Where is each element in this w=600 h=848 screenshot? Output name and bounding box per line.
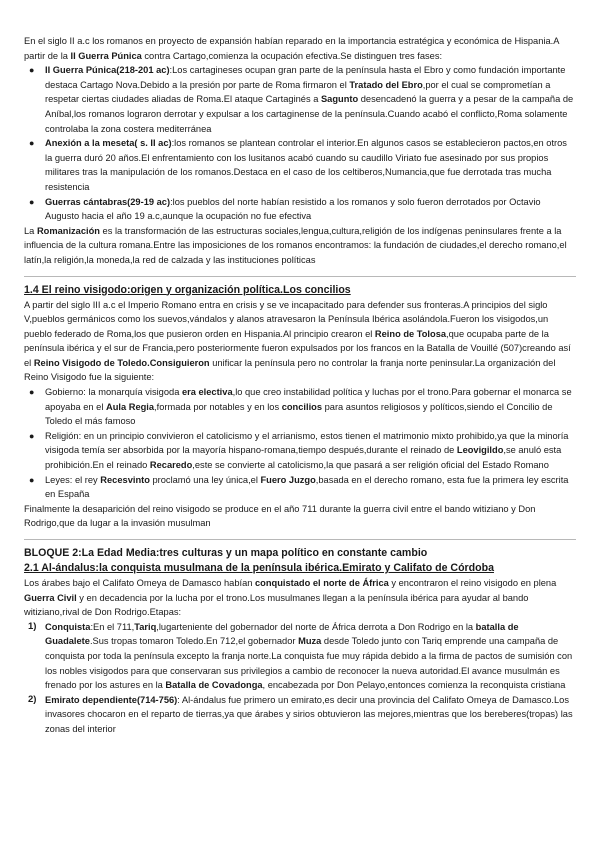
bold-term: concilios <box>281 401 323 412</box>
text-run: ,lo que creo instabilidad política y luchas por el trono.Para gobernar el monarca se apoyaba en el <box>45 387 572 412</box>
section-divider <box>24 539 576 540</box>
bold-term: Muza <box>298 636 322 647</box>
intro-text: En el siglo II a.c los romanos en proyecto de expansión habían reparado en la importancia estratégica y económica de Hispania.A partir de la <box>24 36 559 61</box>
bloque2-heading: BLOQUE 2:La Edad Media:tres culturas y un mapa político en constante cambio <box>24 547 428 559</box>
visigodo-closing: Finalmente la desaparición del reino visigodo se produce en el año 711 durante la guerra civil entre el bando witiziano y Don Rodrigo,que da lugar a la invasión musulman <box>24 503 536 529</box>
text-run: proclamó una ley única,el <box>149 474 261 485</box>
bloque2-subheading: 2.1 Al-ándalus:la conquista musulmana de la península ibérica.Emirato y Califato de Córdoba <box>24 562 494 574</box>
text-run: ,que ocupaba parte de la península ibérica y el sur de Francia,pero posteriormente fueron expulsados por los francos en la Batalla de Vouillé (507)creando así el <box>24 328 571 368</box>
fase-text <box>45 65 573 133</box>
fase-item <box>24 136 576 194</box>
text-run: : Al-ándalus fue primero un emirato,es decir una provincia del Califato Omeya de Damasco.Los invasores chocaron en el reparto de tierras,ya que árabes y sirios obtuvieron las mejores,mientras que los bereberes(tropas) las zonas del interior <box>45 694 573 734</box>
visigodo-item-gobierno <box>24 385 576 429</box>
bold-term: Tratado del Ebro <box>349 79 423 90</box>
bold-term: Recesvinto <box>100 474 150 485</box>
text-run: ,basada en el derecho romano, esta fue la primera ley escrita en España <box>45 474 569 500</box>
visigodo-intro <box>24 298 576 386</box>
bold-term: era electiva <box>181 387 233 398</box>
section-divider <box>24 276 576 277</box>
text-run: :Los cartagineses ocupan gran parte de la península hasta el Ebro y como fundación importante destaca Cartago Nova.Debido a la presión por parte de Roma firmaron el <box>45 65 566 90</box>
visigodo-item-text <box>45 475 568 500</box>
bold-term: Fuero Juzgo <box>260 474 316 485</box>
text-run: ,este se convierte al catolicismo,la que pasará a ser religión oficial del Estado Romano <box>192 460 549 471</box>
bold-term: Sagunto <box>320 94 359 105</box>
romanizacion-term: Romanización <box>36 225 100 236</box>
bold-term: Leovigildo <box>456 445 504 456</box>
bloque2-intro-text <box>24 578 556 617</box>
bold-term: Tariq <box>134 621 157 632</box>
bold-term: Conquista <box>45 621 91 632</box>
romanizacion-lead: La <box>24 225 37 236</box>
romanizacion-paragraph <box>24 224 576 268</box>
bullet-icon: ● <box>29 138 35 149</box>
fases-list <box>24 63 576 224</box>
text-run: A partir del siglo III a.c el Imperio Romano entra en crisis y se ve incapacitado para defender sus fronteras.A principios del siglo V,pueblos germánicos como los suevos,vándalos y alanos atravesaron la Península Ibérica asolándola.Fueron los visigodos,un pueblo federado de Roma,los que pusieron orden en Hispania.Al principio crearon el <box>24 299 549 339</box>
bold-term: Consiguieron <box>149 357 210 368</box>
bold-term: Emirato dependiente(714-756) <box>45 694 178 705</box>
text-run: Religión: en un principio convivieron el catolicismo y el arrianismo, estos tienen el matrimonio mixto prohibido,ya que la minoría visigoda temía ser absorbida por la mayoría hispano-romana,tiempo después,durante el reinado de <box>45 430 569 456</box>
text-run: :los romanos se plantean controlar el interior.En algunos casos se establecieron pactos,en otros la guerra duró 20 años.El enfrentamiento con los lusitanos acabó cuando su caudillo Viriato fue asesinado por sus propios militares tras la manipulación de los romanos.Destaca en el caso de los celtiberos,Numancia,que fue derrotada tras mucha resistencia <box>45 138 567 192</box>
text-run: .Sus tropas tomaron Toledo.En 712,el gobernador <box>89 636 299 647</box>
text-run: unificar la península pero no controlar la franja norte peninsular.La organización del Reino Visigodo fue la siguiente: <box>24 357 556 383</box>
etapas-list <box>24 620 576 737</box>
bold-term: Guerra Civil <box>24 592 77 603</box>
text-run: para asuntos religiosos y políticos,siendo el Concilio de Toledo el más famoso <box>45 401 553 427</box>
bold-term: Reino de Tolosa <box>374 328 447 339</box>
etapa-item <box>24 620 576 693</box>
bold-term: conquistado el norte de África <box>255 578 389 588</box>
text-run: desencadenó la guerra y a pesar de la campaña de Aníbal,los romanos lograron derrotar y expulsar a los cartaginense de la península.Cuando acabó el conflicto,Roma solamente controlaba la zona costera mediterránea <box>45 94 574 134</box>
visigodo-list <box>24 385 576 502</box>
visigodo-item-leyes <box>24 473 576 502</box>
text-run: y en decadencia por la lucha por el trono.Los musulmanes llegan a la península ibérica para ayudar al bando witiziano,rival de Don Rodrigo.Etapas: <box>24 592 529 618</box>
visigodo-item-text <box>45 431 568 470</box>
visigodo-intro-text <box>24 300 571 383</box>
fase-item <box>24 63 576 136</box>
fase-title: II Guerra Púnica(218-201 ac) <box>45 65 170 76</box>
etapa-text <box>45 622 572 690</box>
fase-title: Guerras cántabras(29-19 ac) <box>45 196 171 207</box>
etapa-item <box>24 693 576 737</box>
visigodo-heading: 1.4 El reino visigodo:origen y organización política.Los concilios <box>24 283 351 296</box>
bold-term: batalla de Guadalete <box>45 621 519 647</box>
text-run: desde Toledo junto con Tariq emprende una campaña de conquista por toda la península excepto la franja norte.La conquista fue muy rápida debido a la firma de pactos de sumisión con los nobles visigodos para que conservaran sus privilegios a cambio de reconocer la nueva autoridad.El avance musulmán es frenado por los astures en la <box>45 636 573 691</box>
intro-paragraph <box>24 34 576 63</box>
document-page <box>24 34 576 737</box>
text-run: :los pueblos del norte habían resistido a los romanos y solo fueron derrotados por Octavio Augusto hacia el año 19 a.c,aunque la ocupación no fue efectiva <box>45 196 541 222</box>
visigodo-item-religion <box>24 429 576 473</box>
bold-term: Recaredo <box>149 460 193 471</box>
text-run: ,se anuló esta prohibición.En el reinado <box>45 445 562 471</box>
visigodo-item-text <box>45 387 572 426</box>
text-run: Los árabes bajo el Califato Omeya de Damasco habían <box>24 578 256 588</box>
bullet-icon: ● <box>29 65 35 76</box>
romanizacion-text: es la transformación de las estructuras sociales,lengua,cultura,religión de los indígenas peninsulares frente a la influencia de la cultura romana.Entre las imposiciones de los romanos encontramos: la fundación de ciudades,el derecho romano,el latín,la religión,la moneda,la red de calzada y las instituciones políticas <box>24 225 567 265</box>
intro-bold: II Guerra Púnica <box>70 50 142 61</box>
intro-rest: contra Cartago,comienza la ocupación efectiva.Se distinguen tres fases: <box>141 50 443 61</box>
bold-term: Batalla de Covadonga <box>165 680 263 691</box>
text-run: ,formada por notables y en los <box>154 401 282 412</box>
text-run: y encontraron el reino visigodo en plena <box>388 578 557 588</box>
bullet-icon: ● <box>29 387 35 398</box>
bullet-icon: ● <box>29 430 35 441</box>
fase-title: Anexión a la meseta( s. II ac) <box>45 138 172 149</box>
bold-term: Aula Regia <box>106 401 155 412</box>
bloque2-intro <box>24 576 576 620</box>
text-run: ,lugarteniente del gobernador del norte de África derrota a Don Rodrigo en la <box>156 621 476 632</box>
etapa-number: 1) <box>28 620 37 632</box>
text-run: , encabezada por Don Pelayo,entonces comienza la reconquista cristiana <box>262 680 566 691</box>
bold-term: Reino Visigodo de Toledo. <box>33 357 150 368</box>
etapa-text <box>45 695 573 734</box>
text-run: :En el 711, <box>90 621 135 632</box>
text-run: ,por el cual se comprometían a respetar ciertas ciudades aliadas de Roma.El ataque Cartaginés a <box>45 79 551 105</box>
bullet-icon: ● <box>29 196 35 207</box>
text-run: Leyes: el rey <box>45 474 101 485</box>
etapa-number: 2) <box>28 693 37 705</box>
bullet-icon: ● <box>29 474 35 485</box>
fase-item <box>24 195 576 224</box>
text-run: Gobierno: la monarquía visigoda <box>45 387 182 398</box>
